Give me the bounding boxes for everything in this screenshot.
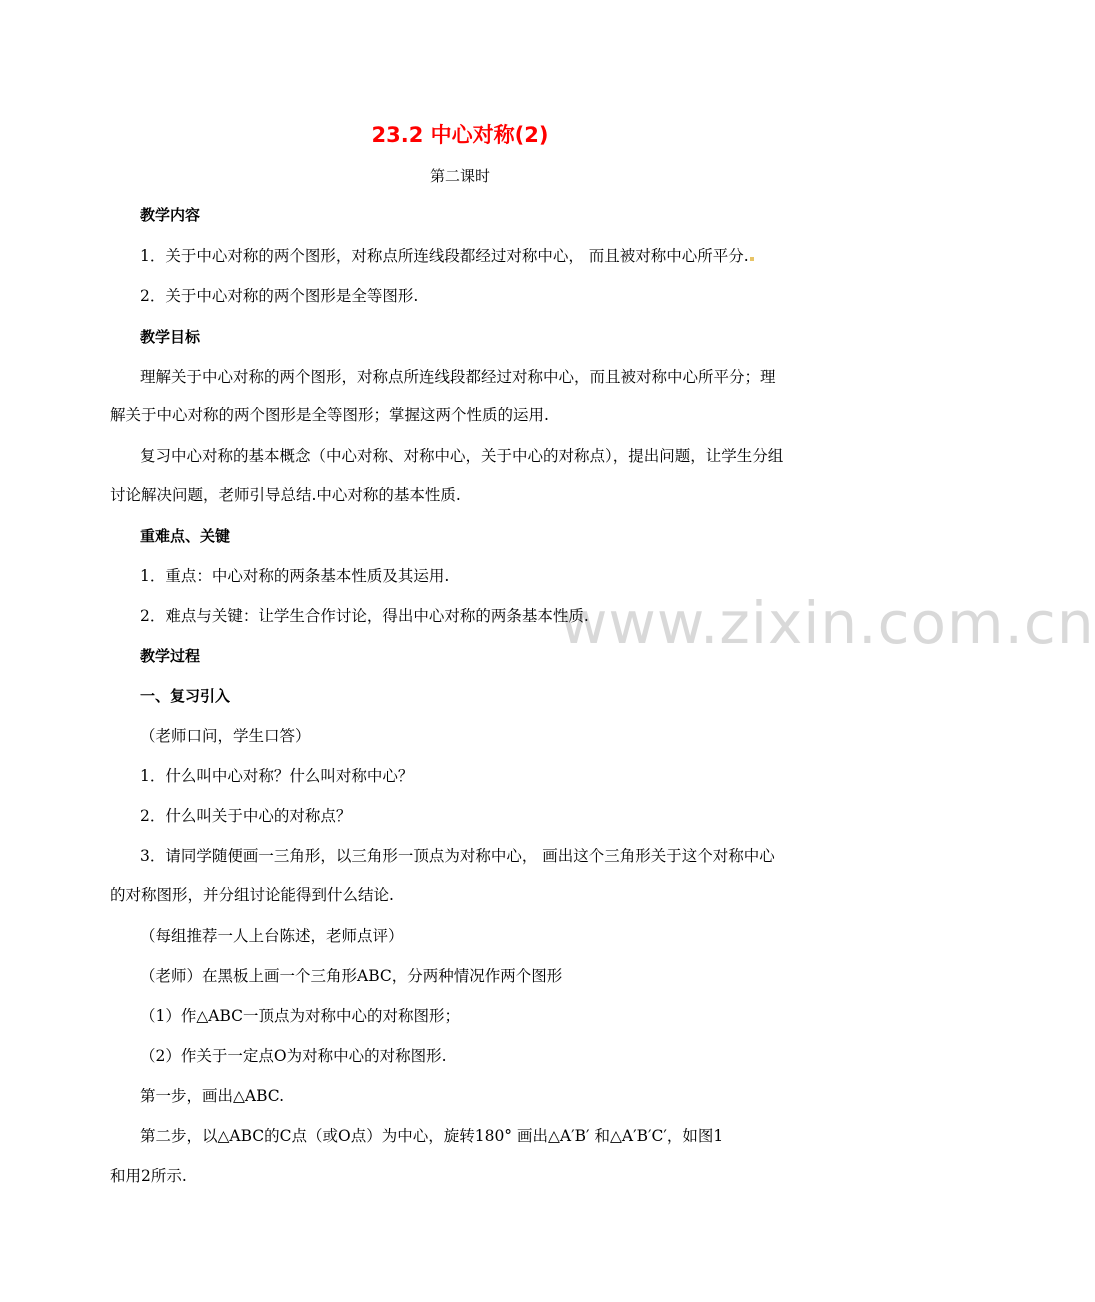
section-heading-key: 重难点、关键 bbox=[140, 527, 231, 545]
paragraph-text: 1．关于中心对称的两个图形，对称点所连线段都经过对称中心， 而且被对称中心所平分. bbox=[140, 247, 749, 265]
watermark: www.zixin.com.cn bbox=[560, 589, 1095, 657]
highlight-mark bbox=[750, 257, 754, 261]
paragraph-case-1: （1）作△ABC一顶点为对称中心的对称图形； bbox=[140, 1007, 461, 1025]
document-subtitle: 第二课时 bbox=[429, 167, 490, 185]
question-3a: 3．请同学随便画一三角形，以三角形一顶点为对称中心， 画出这个三角形关于这个对称中心 bbox=[140, 847, 775, 865]
paragraph-goal-2a: 复习中心对称的基本概念（中心对称、对称中心，关于中心的对称点），提出问题，让学生分组 bbox=[140, 447, 784, 465]
paragraph-goal-2b: 讨论解决问题，老师引导总结.中心对称的基本性质. bbox=[110, 486, 461, 504]
question-2: 2．什么叫关于中心的对称点？ bbox=[140, 807, 352, 825]
paragraph-teacher: （老师）在黑板上画一个三角形ABC，分两种情况作两个图形 bbox=[140, 967, 563, 985]
paragraph-case-2: （2）作关于一定点O为对称中心的对称图形. bbox=[140, 1047, 447, 1065]
paragraph-review-note: （老师口问，学生口答） bbox=[140, 727, 311, 745]
paragraph-step-1: 第一步，画出△ABC. bbox=[140, 1087, 285, 1105]
section-heading-goals: 教学目标 bbox=[140, 328, 201, 346]
document-title: 23.2 中心对称(2) bbox=[371, 123, 549, 147]
paragraph-group-note: （每组推荐一人上台陈述，老师点评） bbox=[140, 927, 404, 945]
section-heading-content: 教学内容 bbox=[140, 206, 201, 224]
paragraph-content-2: 2．关于中心对称的两个图形是全等图形. bbox=[140, 287, 419, 305]
section-heading-process: 教学过程 bbox=[140, 647, 201, 665]
subsection-heading-review: 一、复习引入 bbox=[140, 687, 231, 705]
question-1: 1．什么叫中心对称？什么叫对称中心？ bbox=[140, 767, 414, 785]
paragraph-goal-1a: 理解关于中心对称的两个图形，对称点所连线段都经过对称中心，而且被对称中心所平分；理 bbox=[140, 368, 776, 386]
paragraph-step-2b: 和用2所示. bbox=[110, 1167, 187, 1185]
paragraph-key-2: 2．难点与关键：让学生合作讨论，得出中心对称的两条基本性质. bbox=[140, 607, 589, 625]
paragraph-step-2a: 第二步，以△ABC的C点（或O点）为中心，旋转180° 画出△A′B′ 和△A′B′C′，如图1 bbox=[140, 1127, 724, 1145]
paragraph-goal-1b: 解关于中心对称的两个图形是全等图形；掌握这两个性质的运用. bbox=[110, 406, 549, 424]
question-3b: 的对称图形，并分组讨论能得到什么结论. bbox=[110, 886, 394, 904]
paragraph-key-1: 1．重点：中心对称的两条基本性质及其运用. bbox=[140, 567, 450, 585]
paragraph-content-1 bbox=[140, 246, 754, 266]
